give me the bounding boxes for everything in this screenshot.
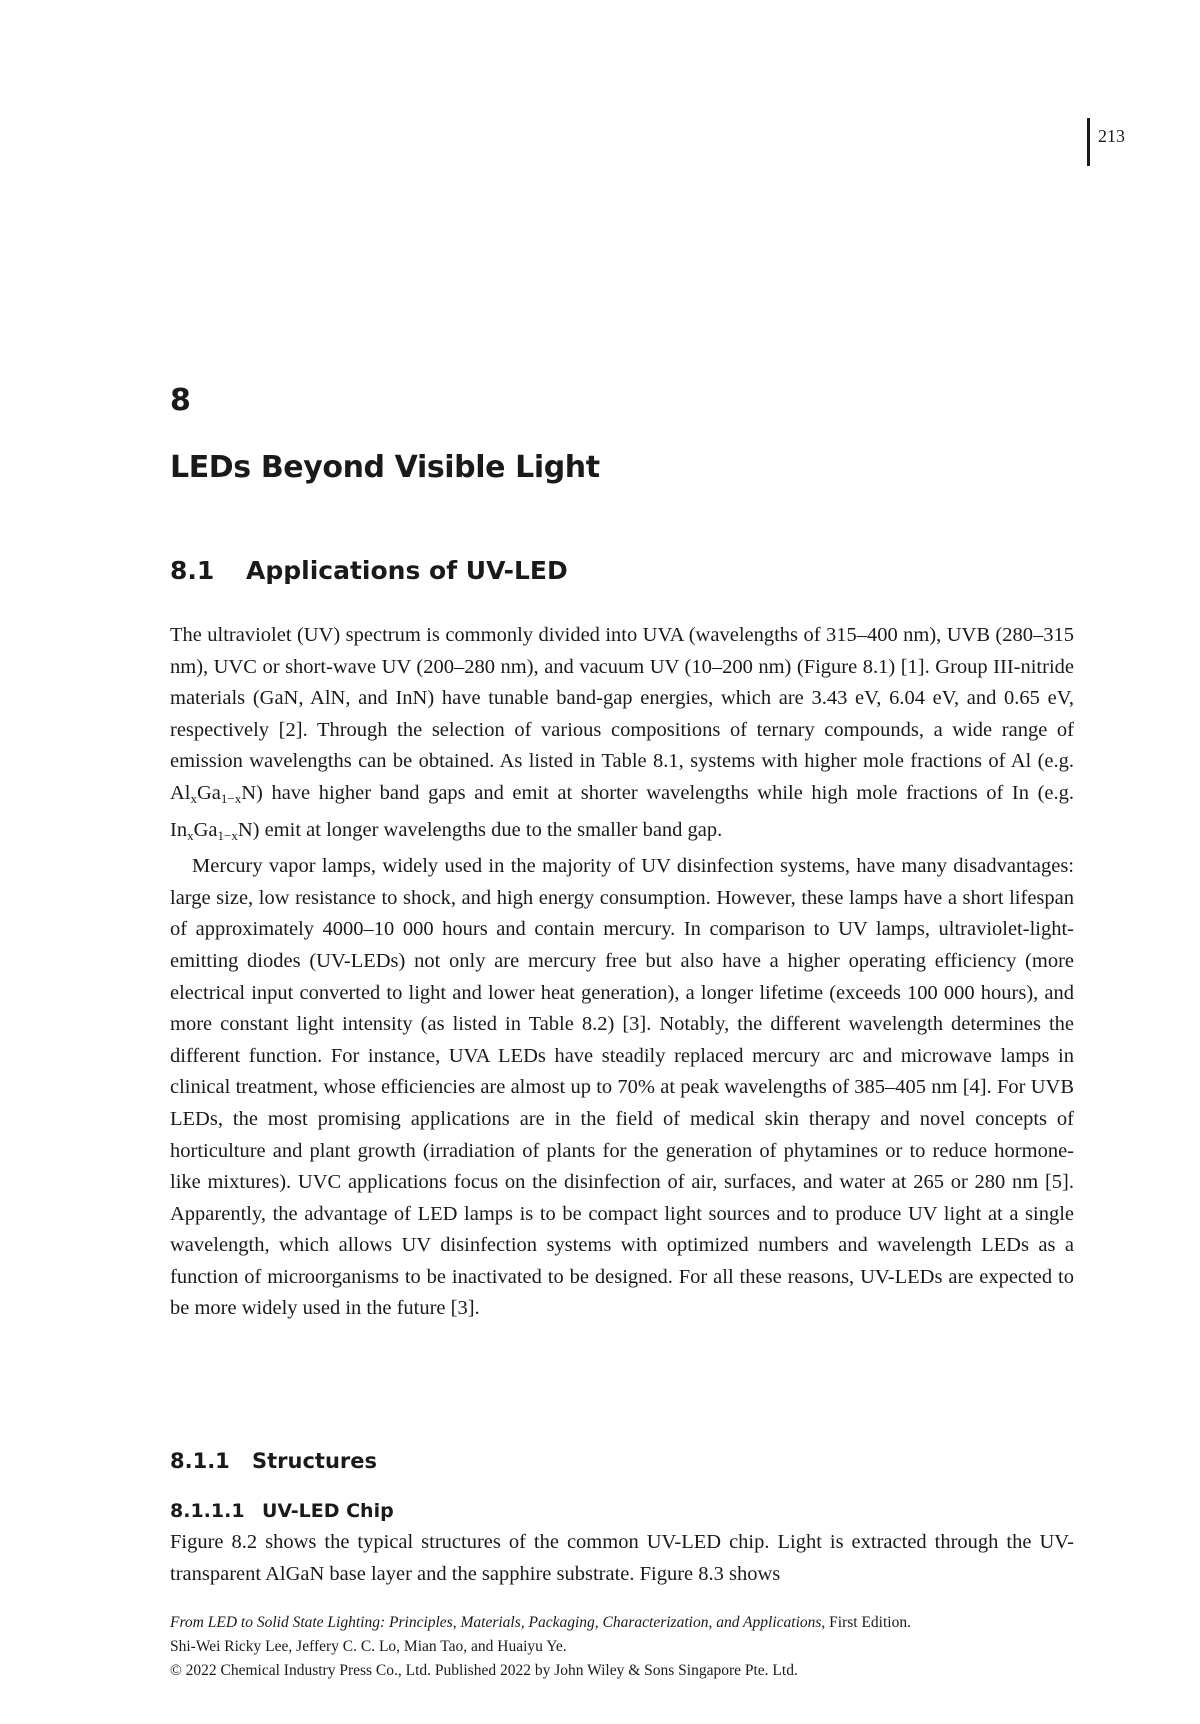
footer-copyright: © 2022 Chemical Industry Press Co., Ltd. Published 2022 by John Wiley & Sons Singapore Pte. Ltd. (170, 1662, 798, 1679)
paragraph-1 (170, 620, 1074, 851)
paragraph-2: Mercury vapor lamps, widely used in the majority of UV disinfection systems, have many disadvantages: large size, low resistance to shock, and high energy consumption. However, these lamps have a short lifespan of approximately 4000–10 000 hours and contain mercury. In comparison to UV lamps, ultraviolet-light-emitting diodes (UV-LEDs) not only are mercury free but also have a higher operating efficiency (more electrical input converted to light and lower heat generation), a longer lifetime (exceeds 100 000 hours), and more constant light intensity (as listed in Table 8.2) [3]. Notably, the different wavelength determines the different function. For instance, UVA LEDs have steadily replaced mercury arc and microwave lamps in clinical treatment, whose efficiencies are almost up to 70% at peak wavelengths of 385–405 nm [4]. For UVB LEDs, the most promising applications are in the field of medical skin therapy and novel concepts of horticulture and plant growth (irradiation of plants for the generation of phytamines or to reduce hormone-like mixtures). UVC applications focus on the disinfection of air, surfaces, and water at 265 or 280 nm [5]. Apparently, the advantage of LED lamps is to be compact light sources and to produce UV light at a single wavelength, which allows UV disinfection systems with optimized numbers and wavelength LEDs as a function of microorganisms to be inactivated to be designed. For all these reasons, UV-LEDs are expected to be more widely used in the future [3]. (170, 855, 1074, 1320)
subsection-number: 8.1.1 (170, 1449, 230, 1473)
footer-authors: Shi-Wei Ricky Lee, Jeffery C. C. Lo, Mian Tao, and Huaiyu Ye. (170, 1638, 567, 1655)
chapter-number: 8 (170, 383, 191, 418)
section-title: Applications of UV-LED (246, 556, 568, 585)
subscript-x: x (190, 790, 197, 806)
page-number: 213 (1098, 126, 1125, 146)
subsection-heading (170, 1449, 377, 1473)
subscript-1-minus-x: 1−x (220, 790, 242, 806)
chapter-title: LEDs Beyond Visible Light (170, 450, 600, 485)
subscript-x: x (187, 827, 194, 843)
paragraph-1-part-4: Ga (193, 818, 218, 841)
subsubsection-title: UV-LED Chip (262, 1500, 394, 1522)
subsubsection-number: 8.1.1.1 (170, 1500, 245, 1522)
paragraph-1-part-2: Ga (197, 781, 221, 804)
paragraph-1-part-3: N) have higher band gaps and emit at shorter wavelengths while high mole fractions of In (e.g. In (170, 781, 1074, 841)
subscript-1-minus-x: 1−x (217, 827, 238, 843)
body-text-continued (170, 1527, 1074, 1590)
footer-book-title: From LED to Solid State Lighting: Principles, Materials, Packaging, Characterization, and Applications (170, 1614, 822, 1631)
paragraph-1-part-5: N) emit at longer wavelengths due to the smaller band gap. (237, 818, 723, 841)
footer-edition: , First Edition. (821, 1614, 911, 1631)
subsection-title: Structures (252, 1449, 378, 1473)
footer (170, 1611, 1074, 1683)
footer-book-line (170, 1611, 1074, 1635)
page-number-rule (1087, 118, 1090, 166)
paragraph-3: Figure 8.2 shows the typical structures of the common UV-LED chip. Light is extracted through the UV-transparent AlGaN base layer and the sapphire substrate. Figure 8.3 shows (170, 1531, 1074, 1585)
section-heading (170, 556, 568, 585)
body-text (170, 620, 1074, 1325)
subsubsection-heading (170, 1500, 394, 1522)
paragraph-1-part-1: The ultraviolet (UV) spectrum is commonly divided into UVA (wavelengths of 315–400 nm), UVB (280–315 nm), UVC or short-wave UV (200–280 nm), and vacuum UV (10–200 nm) (Figure 8.1) [1]. Group III-nitride materials (GaN, AlN, and InN) have tunable band-gap energies, which are 3.43 eV, 6.04 eV, and 0.65 eV, respectively [2]. Through the selection of various compositions of ternary compounds, a wide range of emission wavelengths can be obtained. As listed in Table 8.1, systems with higher mole fractions of Al (e.g. Al (170, 624, 1074, 804)
section-number: 8.1 (170, 556, 215, 585)
